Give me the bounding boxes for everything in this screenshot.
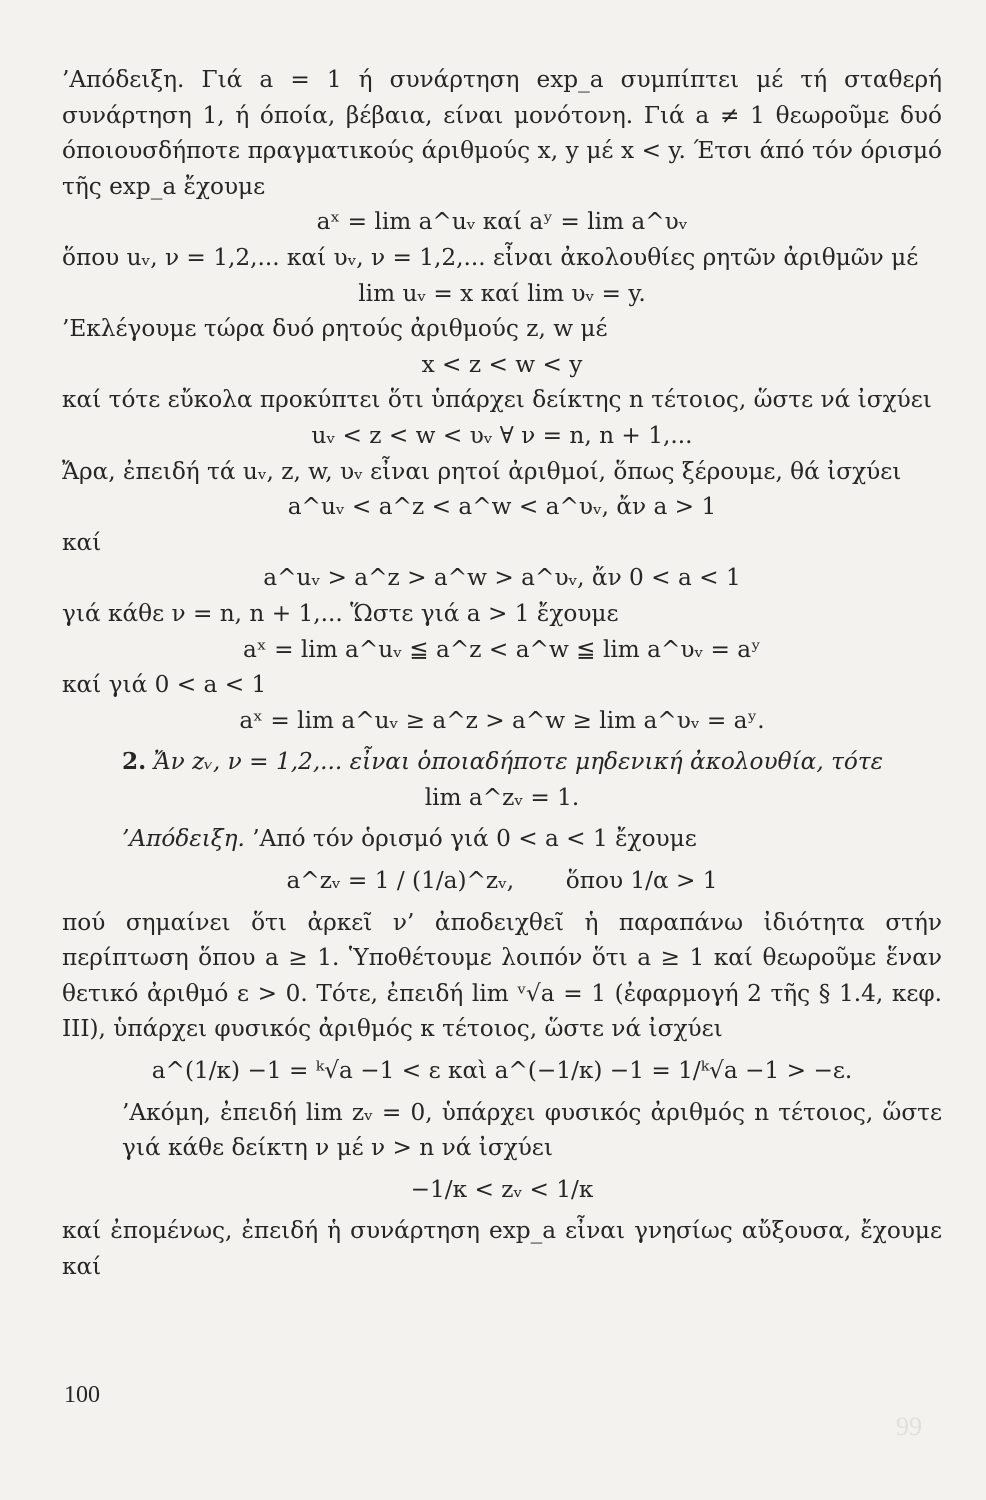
equation-3: x < z < w < y bbox=[421, 350, 583, 378]
equation-1: aˣ = lim a^uᵥ καί aʸ = lim a^υᵥ bbox=[316, 208, 688, 236]
equation-2: lim uᵥ = x καί lim υᵥ = y. bbox=[358, 279, 646, 307]
line-choose: ’Εκλέγουμε τώρα δυό ρητούς ἀριθμούς z, w μέ bbox=[62, 315, 608, 343]
equation-12: −1/κ < zᵥ < 1/κ bbox=[410, 1175, 594, 1203]
theorem-2-number: 2. bbox=[122, 748, 147, 776]
line-where: ὅπου uᵥ, ν = 1,2,... καί υᵥ, ν = 1,2,... εἶναι ἀκολουθίες ρητῶν ἀριθμῶν μέ bbox=[62, 243, 919, 271]
theorem-2 bbox=[62, 744, 942, 780]
proof-2-label: ’Απόδειξη. bbox=[122, 825, 245, 853]
page-body bbox=[62, 62, 942, 1285]
word-and: καί bbox=[62, 528, 102, 556]
equation-4: uᵥ < z < w < υᵥ ∀ ν = n, n + 1,... bbox=[311, 421, 693, 449]
line-then: καί τότε εὔκολα προκύπτει ὅτι ὑπάρχει δείκτης n τέτοιος, ὥστε νά ἰσχύει bbox=[62, 386, 932, 414]
equation-9: lim a^zᵥ = 1. bbox=[424, 783, 580, 811]
equation-5: a^uᵥ < a^z < a^w < a^υᵥ, ἄν a > 1 bbox=[287, 493, 717, 521]
equation-6: a^uᵥ > a^z > a^w > a^υᵥ, ἄν 0 < a < 1 bbox=[263, 564, 741, 592]
page-number: 100 bbox=[64, 1382, 100, 1408]
line-forall: γιά κάθε ν = n, n + 1,... Ὥστε γιά a > 1 ἔχουμε bbox=[62, 599, 619, 627]
equation-8: aˣ = lim a^uᵥ ≥ a^z > a^w ≥ lim a^υᵥ = aʸ. bbox=[239, 706, 765, 734]
equation-10-right: ὅπου 1/α > 1 bbox=[565, 867, 718, 895]
proof-paragraph-1: ’Απόδειξη. Γιά a = 1 ή συνάρτηση exp_a συμπίπτει μέ τή σταθερή συνάρτηση 1, ή όποία, βέβαια, είναι μονότονη. Γιά a ≠ 1 θεωροῦμε δυό όποιουσδήποτε πραγματικούς άριθμούς x, y μέ x < y. Έτσι άπό τόν όρισμό τῆς exp_a ἔχουμε bbox=[62, 66, 942, 200]
line-so: Ἄρα, ἐπειδή τά uᵥ, z, w, υᵥ εἶναι ρητοί ἀριθμοί, ὅπως ξέρουμε, θά ἰσχύει bbox=[62, 457, 902, 485]
equation-10-left: a^zᵥ = 1 / (1/a)^zᵥ, bbox=[286, 867, 515, 895]
paragraph-means: πού σημαίνει ὅτι ἀρκεῖ ν’ ἀποδειχθεῖ ἡ παραπάνω ἰδιότητα στήν περίπτωση ὅπου a ≥ 1. Ὑποθέτουμε λοιπόν ὅτι a ≥ 1 καί θεωροῦμε ἕναν θετικό ἀριθμό ε > 0. Τότε, ἐπειδή lim ᵛ√a = 1 (ἐφαρμογή 2 τῆς § 1.4, κεφ. III), ὑπάρχει φυσικός ἀριθμός κ τέτοιος, ὥστε νά ἰσχύει bbox=[62, 908, 942, 1043]
theorem-2-statement: Ἄν zᵥ, ν = 1,2,... εἶναι ὁποιαδήποτε μηδενική ἀκολουθία, τότε bbox=[153, 748, 884, 776]
proof-2-line bbox=[62, 821, 942, 857]
bleed-through-page-number: 99 bbox=[896, 1412, 922, 1441]
line-for-0-1: καί γιά 0 < a < 1 bbox=[62, 671, 267, 699]
proof-2-text: ’Από τόν ὁρισμό γιά 0 < a < 1 ἔχουμε bbox=[252, 825, 697, 853]
equation-11: a^(1/κ) −1 = ᵏ√a −1 < ε καὶ a^(−1/κ) −1 = 1/ᵏ√a −1 > −ε. bbox=[151, 1057, 853, 1085]
equation-10 bbox=[62, 863, 942, 899]
equation-7: aˣ = lim a^uᵥ ≦ a^z < a^w ≦ lim a^υᵥ = aʸ bbox=[243, 635, 761, 663]
paragraph-more: ’Ακόμη, ἐπειδή lim zᵥ = 0, ὑπάρχει φυσικός ἀριθμός n τέτοιος, ὥστε γιά κάθε δείκτη ν μέ ν > n νά ἰσχύει bbox=[122, 1098, 942, 1162]
line-last: καί ἐπομένως, ἐπειδή ἡ συνάρτηση exp_a εἶναι γνησίως αὔξουσα, ἔχουμε καί bbox=[62, 1217, 942, 1280]
